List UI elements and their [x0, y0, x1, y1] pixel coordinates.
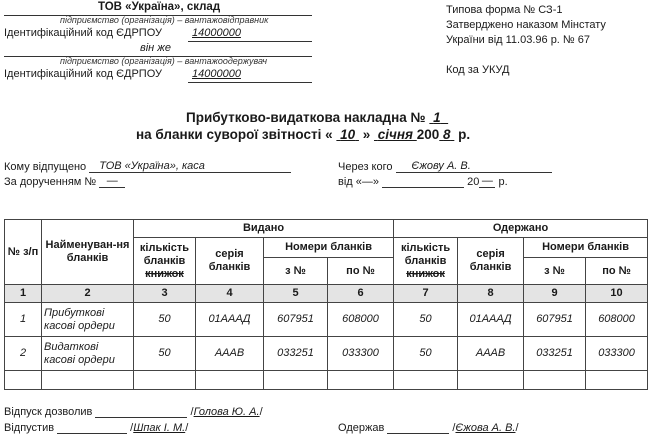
empty-cell [196, 371, 264, 390]
blanks-table [4, 219, 648, 390]
header-to-received: по № [586, 258, 648, 285]
allowed-signature-line [95, 417, 187, 418]
table-row [5, 303, 648, 337]
proxy-date-year-prefix: 20 [467, 176, 480, 188]
form-approved: Затверджено наказом Мінстату [446, 19, 606, 31]
org-name: ТОВ «Україна», склад [98, 1, 221, 13]
proxy-date-close: » [372, 176, 380, 188]
table-empty-row [5, 371, 648, 390]
empty-cell [524, 371, 586, 390]
row-qty-received: 50 [394, 337, 458, 371]
received-name: Єжова А. В. [455, 422, 516, 434]
header-issued: Видано [134, 220, 394, 238]
row-qty-issued: 50 [134, 303, 196, 337]
empty-cell [5, 371, 42, 390]
received-signature-line [387, 433, 449, 434]
allowed-label: Відпуск дозволив [4, 406, 93, 418]
row-series-issued: АААВ [196, 337, 264, 371]
proxy-date-day: — [361, 176, 373, 188]
proxy-date-label: від « [338, 176, 362, 188]
header-to-issued: по № [328, 258, 394, 285]
header-name: Найменуван-ня бланків [42, 220, 134, 285]
proxy-number-text: — [106, 175, 118, 187]
col-number: 6 [328, 285, 394, 303]
recipient-edrpou-label: Ідентифікаційний код ЄДРПОУ [4, 68, 163, 80]
col-number: 7 [394, 285, 458, 303]
document-title-line1 [186, 110, 448, 125]
table-column-numbers-row [5, 285, 648, 303]
col-number: 1 [5, 285, 42, 303]
document-title-line2 [136, 127, 470, 142]
row-to-issued: 608000 [328, 303, 394, 337]
released-signature-line [57, 433, 127, 434]
form-type: Типова форма № СЗ-1 [446, 4, 563, 16]
proxy-date-row [338, 175, 508, 188]
released-signature-row: Відпустив /Шпак І. М./ [4, 422, 189, 434]
header-qty-received [394, 238, 458, 285]
empty-cell [586, 371, 648, 390]
row-name: Видаткові касові ордери [42, 337, 134, 371]
ukud-code-label: Код за УКУД [446, 64, 510, 76]
col-number: 4 [196, 285, 264, 303]
col-number: 8 [458, 285, 524, 303]
header-series-received: серія бланків [458, 238, 524, 285]
recipient-edrpou-code: 14000000 [192, 68, 241, 80]
invoice-number-value: 1 [433, 110, 441, 125]
title-line2-prefix: на бланки суворої звітності « [136, 127, 333, 142]
header-qty-issued-text: кількість бланків [139, 241, 190, 267]
header-qty-issued [134, 238, 196, 285]
empty-cell [134, 371, 196, 390]
header-from-received: з № [524, 258, 586, 285]
title-suffix: р. [458, 127, 471, 142]
header-qty-issued-struck: книжок [145, 267, 184, 280]
header-qty-received-text: кількість бланків [400, 241, 451, 267]
header-qty-received-struck: книжок [406, 267, 445, 280]
issued-to-text: ТОВ «Україна», каса [99, 160, 205, 172]
header-num: № з/п [5, 220, 42, 285]
received-label: Одержав [338, 422, 385, 434]
col-number: 5 [264, 285, 328, 303]
table-row [5, 337, 648, 371]
recipient-name: він же [140, 42, 171, 54]
allowed-signature-row: Відпуск дозволив /Голова Ю. А./ [4, 406, 263, 418]
sender-caption: підприємство (організація) – вантажовідправник [60, 15, 269, 25]
title-day [336, 127, 359, 142]
issued-to-value [89, 160, 291, 173]
proxy-row [4, 175, 125, 188]
via-label: Через кого [338, 161, 393, 173]
col-number: 3 [134, 285, 196, 303]
released-name: Шпак І. М. [133, 422, 186, 434]
sender-code-line [188, 41, 312, 42]
title-day-value: 10 [340, 127, 356, 142]
row-name: Прибуткові касові ордери [42, 303, 134, 337]
table-header-row-1 [5, 220, 648, 238]
released-label: Відпустив [4, 422, 55, 434]
proxy-date-year [479, 175, 495, 188]
row-series-received: 01АААД [458, 303, 524, 337]
sender-edrpou-label: Ідентифікаційний код ЄДРПОУ [4, 27, 163, 39]
title-year-prefix: 200 [416, 127, 440, 142]
proxy-label: За дорученням № [4, 176, 97, 188]
form-approved-date: України від 11.03.96 р. № 67 [446, 34, 591, 46]
empty-cell [394, 371, 458, 390]
row-from-received: 033251 [524, 337, 586, 371]
empty-cell [264, 371, 328, 390]
via-row [338, 160, 552, 173]
proxy-date-month [382, 187, 464, 188]
title-prefix: Прибутково-видаткова накладна № [186, 110, 426, 125]
col-number: 9 [524, 285, 586, 303]
proxy-date-year-text: — [481, 175, 493, 187]
empty-cell [458, 371, 524, 390]
received-signature-row: Одержав /Єжова А. В./ [338, 422, 519, 434]
header-numbers-issued: Номери бланків [264, 238, 394, 258]
via-value [396, 160, 552, 173]
col-number: 2 [42, 285, 134, 303]
title-month [374, 127, 417, 142]
header-from-issued: з № [264, 258, 328, 285]
proxy-number [99, 175, 125, 188]
title-month-value: січня [377, 127, 413, 142]
empty-cell [42, 371, 134, 390]
empty-cell [328, 371, 394, 390]
row-qty-issued: 50 [134, 337, 196, 371]
row-series-issued: 01АААД [196, 303, 264, 337]
row-to-received: 033300 [586, 337, 648, 371]
row-qty-received: 50 [394, 303, 458, 337]
header-received: Одержано [394, 220, 648, 238]
issued-to-row [4, 160, 291, 173]
sender-edrpou-code: 14000000 [192, 27, 241, 39]
row-from-issued: 033251 [264, 337, 328, 371]
row-from-issued: 607951 [264, 303, 328, 337]
recipient-caption: підприємство (організація) – вантажоодержувач [60, 56, 268, 66]
row-num: 2 [5, 337, 42, 371]
header-series-issued: серія бланків [196, 238, 264, 285]
invoice-number [429, 110, 448, 125]
title-year-digit [439, 127, 454, 142]
title-mid: » [362, 127, 371, 142]
recipient-code-line [188, 82, 312, 83]
proxy-date-suffix: р. [498, 176, 508, 188]
row-num: 1 [5, 303, 42, 337]
issued-to-label: Кому відпущено [4, 161, 87, 173]
via-text: Єжову А. В. [411, 160, 471, 172]
row-series-received: АААВ [458, 337, 524, 371]
col-number: 10 [586, 285, 648, 303]
row-from-received: 607951 [524, 303, 586, 337]
header-numbers-received: Номери бланків [524, 238, 648, 258]
row-to-received: 608000 [586, 303, 648, 337]
allowed-name: Голова Ю. А. [193, 406, 260, 418]
row-to-issued: 033300 [328, 337, 394, 371]
title-year-digit-value: 8 [443, 127, 451, 142]
